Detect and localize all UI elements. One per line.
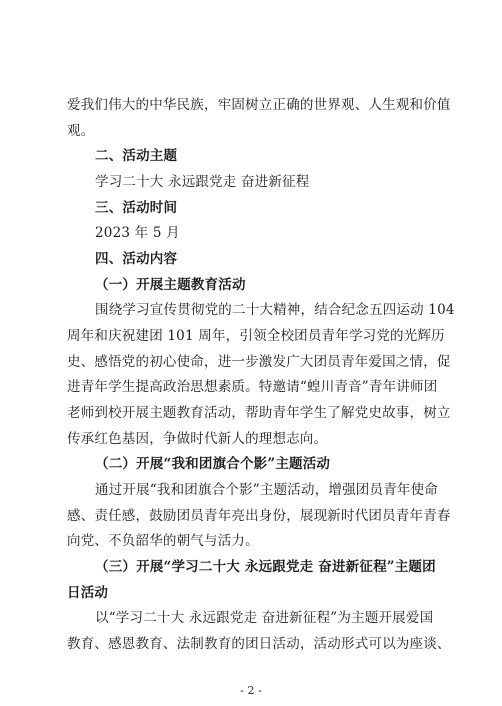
body-text-line: 教育、感恩教育、法制教育的团日活动，活动形式可以为座谈、	[67, 636, 451, 652]
body-text-line: 感、责任感，鼓励团员青年亮出身份，展现新时代团员青年青春	[67, 508, 451, 524]
section-heading-time: 三、活动时间	[95, 200, 178, 216]
time-text: 2023 年 5 月	[95, 225, 180, 241]
body-text-line: 通过开展“我和团旗合个影”主题活动，增强团员青年使命	[95, 482, 439, 498]
body-text-line: 观。	[67, 123, 95, 139]
page-number: - 2 -	[240, 684, 262, 697]
subsection-heading-3: （三）开展“学习二十大 永远跟党走 奋进新征程”主题团	[95, 559, 436, 575]
subsection-heading-2: （二）开展“我和团旗合个影”主题活动	[95, 456, 331, 472]
subsection-heading-1: （一）开展主题教育活动	[95, 277, 246, 293]
body-text-line: 向党、不负韶华的朝气与活力。	[67, 533, 259, 549]
subsection-heading-3-cont: 日活动	[67, 585, 109, 601]
body-text-line: 以“学习二十大 永远跟党走 奋进新征程”为主题开展爱国	[95, 610, 434, 626]
section-heading-theme: 二、活动主题	[95, 148, 178, 164]
body-text-line: 史、感悟党的初心使命，进一步激发广大团员青年爱国之情，促	[67, 354, 451, 370]
body-text-line: 围绕学习宣传贯彻党的二十大精神，结合纪念五四运动 104	[95, 302, 455, 318]
body-text-line: 老师到校开展主题教育活动，帮助青年学生了解党史故事，树立	[67, 405, 451, 421]
body-text-line: 爱我们伟大的中华民族，牢固树立正确的世界观、人生观和价值	[67, 97, 451, 113]
theme-text: 学习二十大 永远跟党走 奋进新征程	[95, 174, 310, 190]
body-text-line: 周年和庆祝建团 101 周年，引领全校团员青年学习党的光辉历	[67, 328, 445, 344]
section-heading-content: 四、活动内容	[95, 251, 178, 267]
body-text-line: 传承红色基因，争做时代新人的理想志向。	[67, 431, 328, 447]
body-text-line: 进青年学生提高政治思想素质。特邀请“蝗川青音”青年讲师团	[67, 379, 438, 395]
